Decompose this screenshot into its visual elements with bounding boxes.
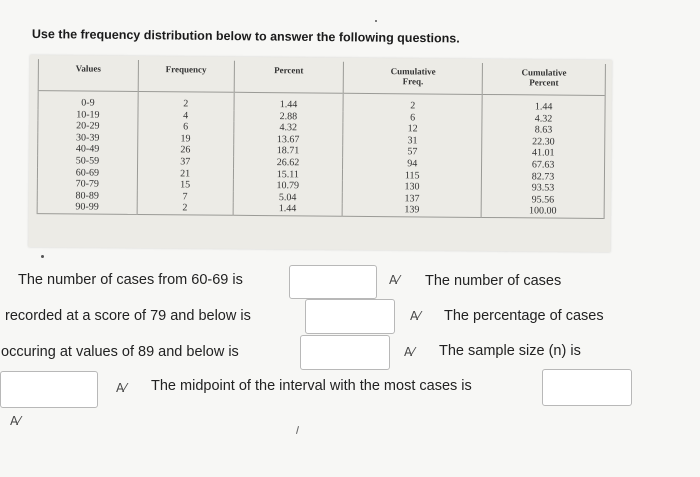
- table-header-row: [38, 59, 605, 95]
- cell-frequency: 37: [137, 156, 233, 168]
- cell-cum-freq: 137: [342, 192, 481, 205]
- cell-cum-freq: 31: [343, 135, 482, 148]
- cell-cum-pct: 100.00: [481, 205, 604, 218]
- header-cum-freq-line2: Freq.: [402, 76, 424, 87]
- label-sample-size: The sample size (n) is: [439, 343, 581, 359]
- cell-cum-freq: 6: [343, 111, 482, 124]
- cell-cum-pct: 8.63: [482, 124, 605, 137]
- cell-cum-pct: 22.30: [482, 136, 605, 149]
- cell-cum-freq: 2: [343, 93, 482, 112]
- cell-cum-freq: 130: [343, 181, 482, 194]
- header-cumulative-freq: [343, 62, 482, 95]
- cell-values: 30-39: [38, 132, 138, 144]
- answer-box-values-89-below[interactable]: [300, 335, 390, 370]
- answer-box-score-79-below[interactable]: [305, 299, 395, 334]
- cell-values: 80-89: [37, 190, 137, 202]
- cell-frequency: 15: [137, 179, 233, 191]
- header-cum-pct-line2: Percent: [529, 77, 559, 88]
- answer-box-left[interactable]: [0, 371, 98, 408]
- answer-box-midpoint[interactable]: [542, 369, 632, 406]
- cell-cum-pct: 95.56: [481, 194, 604, 207]
- spellcheck-icon[interactable]: A⁄: [116, 381, 127, 395]
- cell-frequency: 19: [138, 133, 234, 145]
- cell-frequency: 4: [138, 110, 234, 122]
- cell-percent: 1.44: [233, 203, 343, 216]
- cell-cum-pct: 1.44: [482, 94, 605, 113]
- frequency-table-image: [28, 55, 612, 252]
- cell-cum-freq: 12: [343, 123, 482, 136]
- cell-frequency: 6: [138, 121, 234, 133]
- cell-frequency: 2: [138, 91, 234, 110]
- bullet-dot: [375, 20, 377, 22]
- cell-cum-freq: 94: [343, 158, 482, 171]
- table-body: [37, 91, 605, 219]
- header-percent: Percent: [234, 61, 344, 93]
- cell-frequency: 26: [137, 144, 233, 156]
- cell-percent: 13.67: [233, 134, 343, 147]
- question-midpoint: The midpoint of the interval with the most cases is: [151, 378, 472, 394]
- cell-cum-pct: 67.63: [482, 159, 605, 172]
- cell-values: 20-29: [38, 120, 138, 132]
- spellcheck-icon[interactable]: A⁄: [389, 273, 400, 287]
- cell-percent: 5.04: [233, 192, 343, 205]
- question-score-79-below: recorded at a score of 79 and below is: [5, 308, 251, 324]
- header-cum-freq-line1: Cumulative: [390, 66, 436, 77]
- cell-cum-pct: 82.73: [482, 171, 605, 184]
- cell-percent: 18.71: [233, 145, 343, 158]
- frequency-table: [37, 59, 606, 219]
- header-cumulative-percent: [482, 63, 605, 96]
- cell-frequency: 7: [137, 191, 233, 203]
- cell-values: 70-79: [37, 178, 137, 190]
- cell-frequency: 21: [137, 168, 233, 180]
- cell-percent: 1.44: [234, 92, 344, 111]
- header-values: Values: [38, 59, 138, 91]
- cell-cum-freq: 57: [343, 146, 482, 159]
- pen-mark: [296, 426, 299, 434]
- cell-cum-pct: 4.32: [482, 113, 605, 126]
- cell-values: 60-69: [37, 167, 137, 179]
- cell-percent: 2.88: [234, 110, 344, 123]
- bullet-dot: [41, 255, 44, 258]
- header-cum-pct-line1: Cumulative: [521, 67, 567, 78]
- cell-percent: 4.32: [233, 122, 343, 135]
- answer-box-cases-60-69[interactable]: [289, 265, 377, 299]
- cell-values: 10-19: [38, 109, 138, 121]
- spellcheck-icon[interactable]: A⁄: [410, 309, 421, 323]
- cell-frequency: 2: [137, 202, 233, 215]
- spellcheck-icon[interactable]: A⁄: [10, 414, 21, 428]
- header-frequency: Frequency: [138, 60, 234, 92]
- cell-cum-freq: 139: [342, 204, 481, 217]
- cell-values: 50-59: [38, 155, 138, 167]
- label-percentage-of-cases: The percentage of cases: [444, 308, 604, 324]
- cell-values: 40-49: [38, 143, 138, 155]
- spellcheck-icon[interactable]: A⁄: [404, 345, 415, 359]
- cell-values: 90-99: [37, 201, 137, 214]
- label-number-of-cases: The number of cases: [425, 273, 562, 289]
- cell-cum-pct: 93.53: [482, 182, 605, 195]
- cell-cum-pct: 41.01: [482, 147, 605, 160]
- cell-percent: 15.11: [233, 168, 343, 181]
- cell-values: 0-9: [38, 91, 138, 110]
- cell-cum-freq: 115: [343, 169, 482, 182]
- cell-percent: 10.79: [233, 180, 343, 193]
- question-cases-60-69: The number of cases from 60-69 is: [18, 272, 243, 288]
- instruction-text: Use the frequency distribution below to answer the following questions.: [31, 27, 460, 46]
- cell-percent: 26.62: [233, 157, 343, 170]
- question-values-89-below: occuring at values of 89 and below is: [1, 344, 239, 360]
